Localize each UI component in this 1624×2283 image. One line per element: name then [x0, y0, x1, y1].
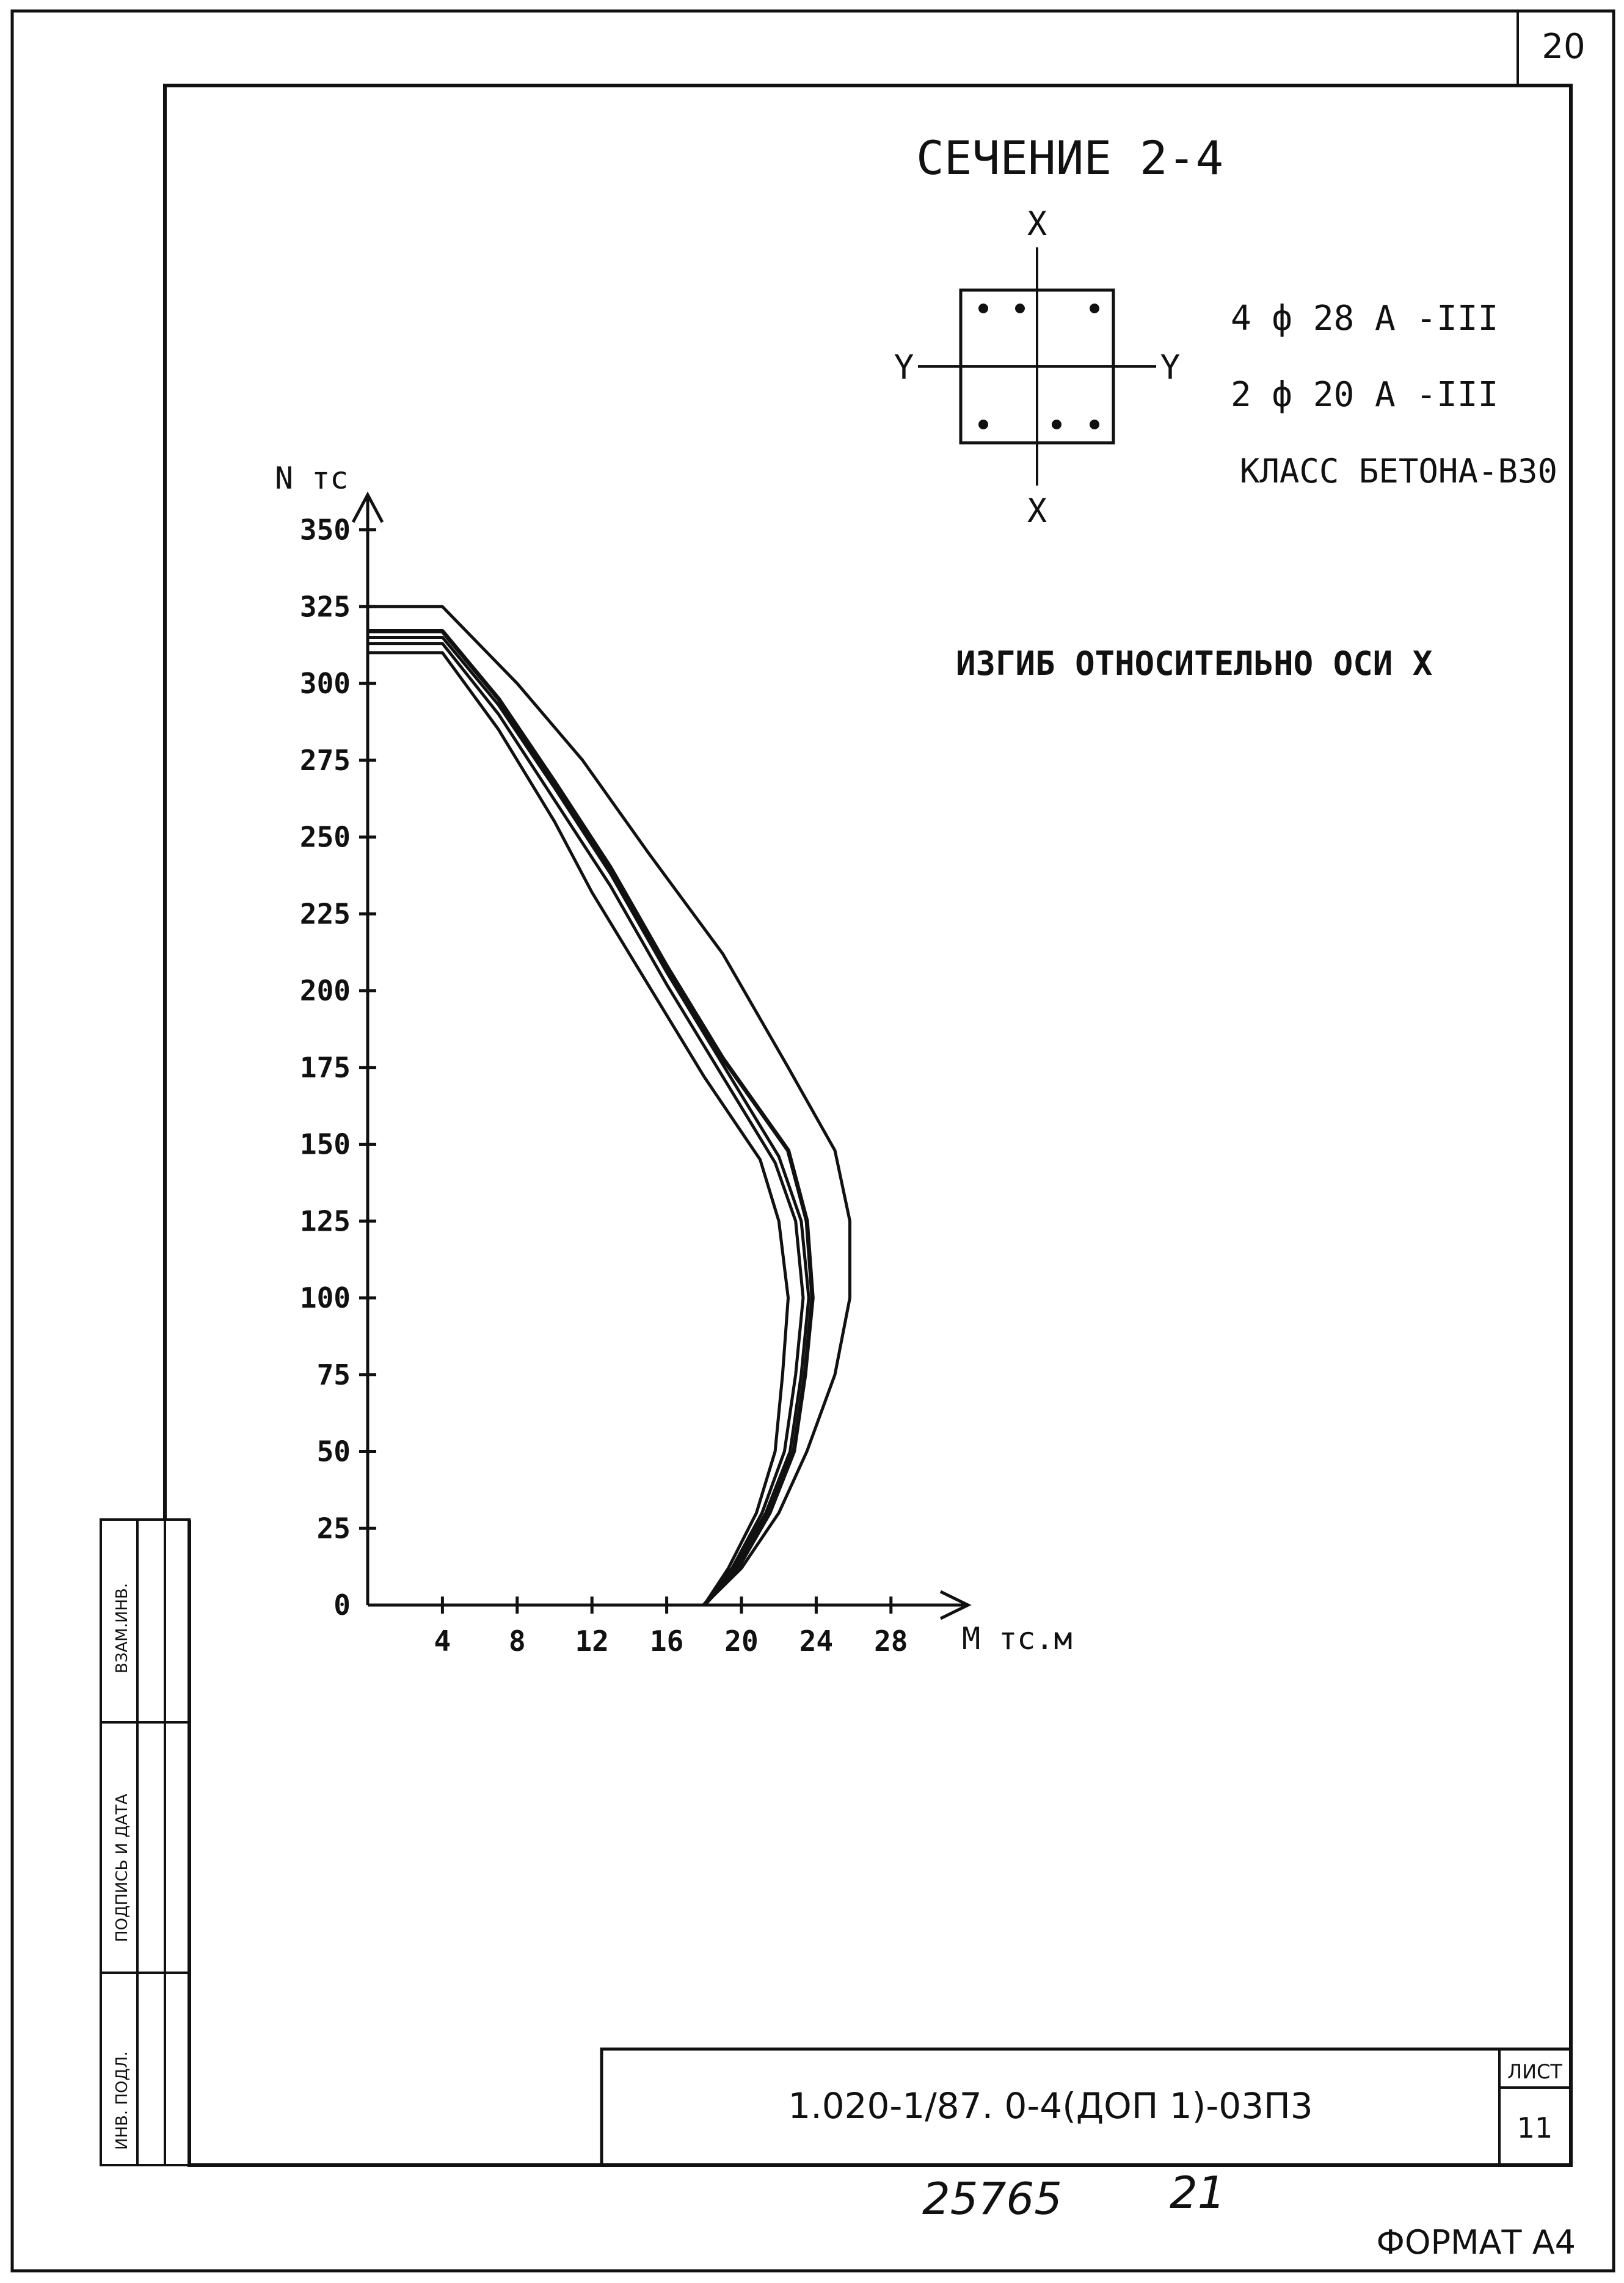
y-tick-label: 325 — [299, 590, 351, 624]
y-tick-label: 200 — [299, 974, 351, 1007]
axis-x-label-bottom: X — [1027, 492, 1047, 530]
rebar-dot — [1052, 420, 1061, 429]
series-line-5 — [368, 653, 788, 1605]
axis-x-label-top: X — [1027, 205, 1047, 243]
y-tick-label: 350 — [299, 513, 351, 547]
series-line-3 — [368, 638, 809, 1606]
rebar-dot — [978, 304, 988, 313]
y-tick-label: 125 — [299, 1204, 351, 1238]
doc-code: 1.020-1/87. 0-4(ДОП 1)-03П3 — [788, 2085, 1313, 2127]
series-group — [368, 606, 850, 1605]
y-tick-label: 75 — [316, 1358, 351, 1391]
y-tick-label: 50 — [316, 1435, 351, 1468]
outer-border — [12, 11, 1614, 2271]
rebar-dot — [978, 420, 988, 429]
y-tick-label: 225 — [299, 897, 351, 931]
handwritten-suffix: 21 — [1170, 2167, 1226, 2218]
x-tick-label: 24 — [799, 1625, 834, 1658]
bending-note: ИЗГИБ ОТНОСИТЕЛЬНО ОСИ Х — [956, 644, 1433, 683]
side-stamp-cell1: ВЗАМ.ИНВ. — [113, 1582, 131, 1673]
sheet-number: 11 — [1517, 2111, 1553, 2144]
x-tick-label: 20 — [724, 1625, 759, 1658]
x-tick-label: 28 — [874, 1625, 908, 1658]
x-axis-label: M тс.м — [962, 1621, 1072, 1656]
y-tick-label: 250 — [299, 820, 351, 854]
axis-y-label-right: Y — [1160, 348, 1181, 387]
title-block — [602, 2049, 1571, 2165]
y-tick-label: 150 — [299, 1127, 351, 1161]
y-tick-label: 25 — [316, 1512, 351, 1545]
y-tick-label: 0 — [333, 1589, 351, 1622]
y-axis-label: N тс — [275, 461, 349, 496]
x-tick-label: 16 — [649, 1625, 684, 1658]
y-tick-label: 275 — [299, 743, 351, 777]
x-tick-label: 4 — [434, 1625, 451, 1658]
y-tick-label: 300 — [299, 667, 351, 700]
section-title: СЕЧЕНИЕ 2-4 — [916, 131, 1224, 185]
y-ticks — [300, 514, 376, 1622]
cross-section-sketch — [894, 205, 1181, 530]
series-line-1 — [368, 606, 850, 1605]
side-stamp — [101, 1520, 189, 2165]
rebar-line1: 4 ф 28 А -III — [1231, 299, 1499, 338]
y-tick-label: 175 — [299, 1050, 351, 1084]
side-stamp-cell3: ИНВ. ПОДЛ. — [113, 2051, 131, 2150]
x-tick-label: 12 — [575, 1625, 609, 1658]
interaction-chart — [275, 461, 1072, 1658]
side-stamp-cell2: ПОДПИСЬ И ДАТА — [113, 1793, 131, 1942]
x-tick-label: 8 — [508, 1625, 526, 1658]
rebar-dot — [1090, 304, 1099, 313]
corner-number: 20 — [1542, 27, 1586, 67]
series-line-2 — [368, 632, 812, 1606]
y-tick-label: 100 — [299, 1281, 351, 1314]
sheet-label: ЛИСТ — [1507, 2060, 1562, 2083]
rebar-line2: 2 ф 20 А -III — [1231, 375, 1499, 415]
format-label: ФОРМАТ А4 — [1376, 2223, 1576, 2262]
rebar-dot — [1015, 304, 1025, 313]
axis-y-label-left: Y — [894, 348, 914, 387]
handwritten-number: 25765 — [922, 2173, 1063, 2224]
rebar-dot — [1090, 420, 1099, 429]
concrete-class: КЛАСС БЕТОНА-В30 — [1239, 452, 1557, 490]
